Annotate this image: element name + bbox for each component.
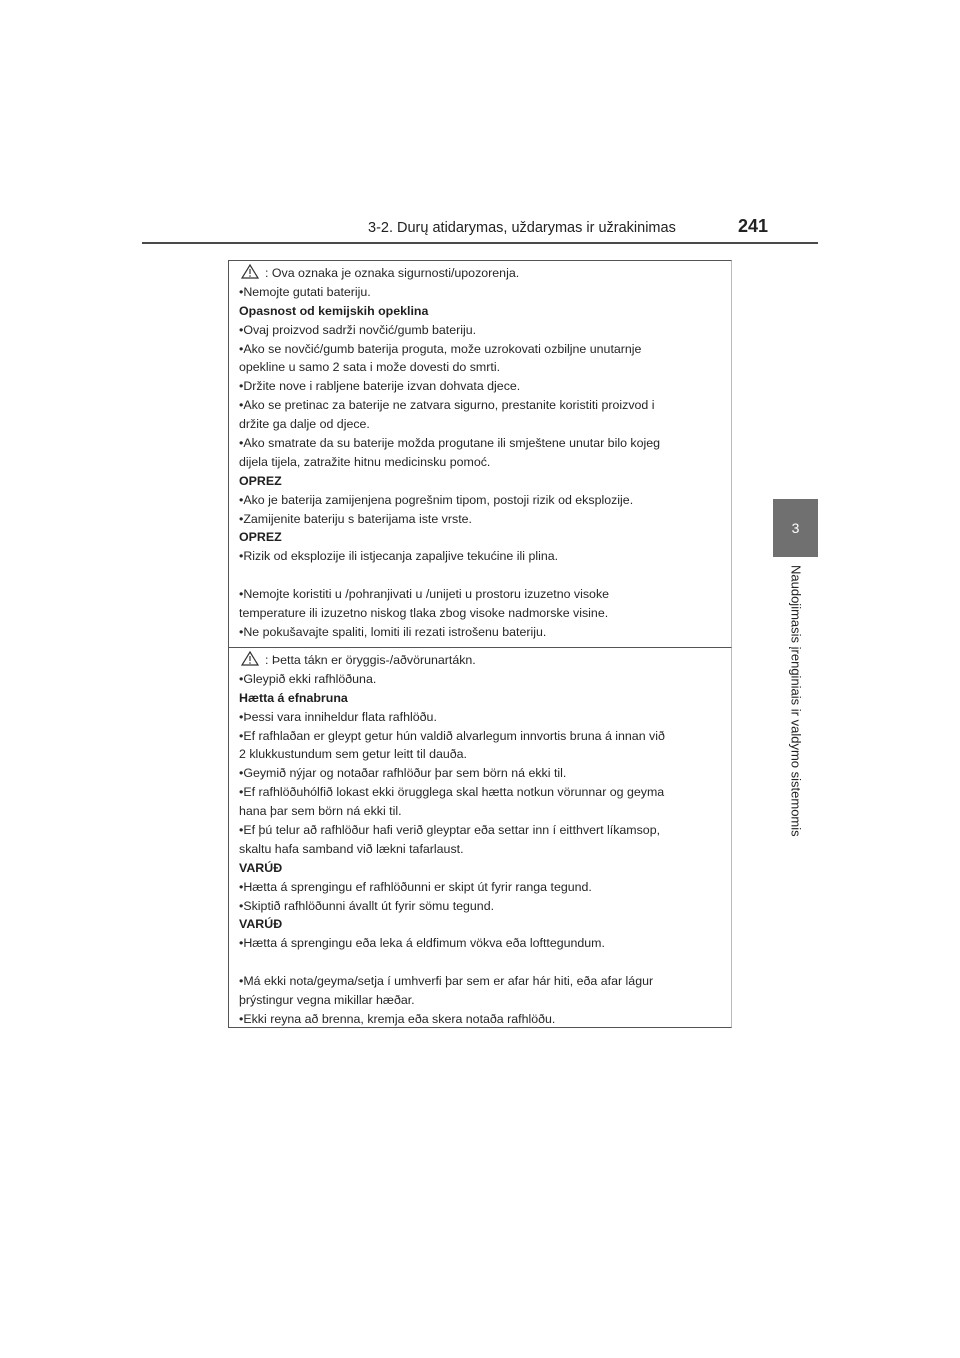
section-heading: VARÚÐ	[239, 917, 283, 932]
section-heading: OPREZ	[239, 473, 282, 488]
header-divider	[142, 242, 818, 244]
text-line: •Ako je baterija zamijenjena pogrešnim tipom, postoji rizik od eksplozije.	[239, 492, 634, 507]
section-heading: OPREZ	[239, 530, 282, 545]
text-line: •Ovaj proizvod sadrži novčić/gumb bateriju.	[239, 322, 477, 337]
panel-lines	[239, 670, 723, 1029]
warning-panel-icelandic	[228, 647, 732, 1028]
text-line: •Ef rafhlöðuhólfið lokast ekki örugglega skal hætta notkun vörunnar og geyma	[239, 785, 665, 800]
section-heading: VARÚÐ	[239, 860, 283, 875]
text-line: opekline u samo 2 sata i može dovesti do smrti.	[239, 360, 501, 375]
chapter-title: Naudojimasis įrenginiais ir valdymo sistemomis	[788, 565, 803, 837]
warning-panel-croatian	[228, 260, 732, 647]
text-line: •Ako se novčić/gumb baterija proguta, može uzrokovati ozbiljne unutarnje	[239, 341, 642, 356]
text-line: •Ako smatrate da su baterije možda progutane ili smještene unutar bilo kojeg	[239, 436, 661, 451]
text-line: •Hætta á sprengingu eða leka á eldfimum vökva eða lofttegundum.	[239, 936, 605, 951]
text-line: •Nemojte koristiti u /pohranjivati u /unijeti u prostoru izuzetno visoke	[239, 587, 610, 602]
warning-line	[239, 264, 723, 283]
text-line: •Skiptið rafhlöðunni ávallt út fyrir sömu tegund.	[239, 898, 495, 913]
warning-text: : Ova oznaka je oznaka sigurnosti/upozorenja.	[265, 266, 520, 280]
spacer	[239, 566, 723, 585]
text-line: •Ekki reyna að brenna, kremja eða skera notaða rafhlöðu.	[239, 1011, 556, 1026]
warning-triangle-icon	[241, 264, 259, 279]
text-line: •Ne pokušavajte spaliti, lomiti ili rezati istrošenu bateriju.	[239, 624, 547, 639]
spacer	[239, 953, 723, 972]
text-line: •Hætta á sprengingu ef rafhlöðunni er skipt út fyrir ranga tegund.	[239, 879, 592, 894]
text-line: skaltu hafa samband við lækni tafarlaust.	[239, 841, 464, 856]
text-line: •Gleypið ekki rafhlöðuna.	[239, 671, 377, 686]
section-heading: Opasnost od kemijskih opeklina	[239, 303, 429, 318]
text-line: •Rizik od eksplozije ili istjecanja zapaljive tekućine ili plina.	[239, 549, 559, 564]
text-line: •Ef rafhlaðan er gleypt getur hún valdið alvarlegum innvortis bruna á innan við	[239, 728, 665, 743]
text-line: •Geymið nýjar og notaðar rafhlöður þar sem börn ná ekki til.	[239, 766, 567, 781]
page-number: 241	[738, 216, 769, 236]
text-line: temperature ili izuzetno niskog tlaka zbog visoke nadmorske visine.	[239, 606, 609, 621]
section-heading: Hætta á efnabruna	[239, 690, 348, 705]
chapter-tab	[773, 499, 818, 557]
chapter-number: 3	[791, 520, 800, 536]
warning-triangle-icon	[241, 651, 259, 666]
section-title: 3-2. Durų atidarymas, uždarymas ir užrakinimas	[368, 220, 676, 236]
text-line: •Ef þú telur að rafhlöður hafi verið gleyptar eða settar inn í eitthvert líkamsop,	[239, 823, 661, 838]
text-line: •Zamijenite bateriju s baterijama iste vrste.	[239, 511, 472, 526]
text-line: þrýstingur vegna mikillar hæðar.	[239, 993, 415, 1008]
warning-text: : Þetta tákn er öryggis-/aðvörunartákn.	[265, 653, 476, 667]
text-line: •Má ekki nota/geyma/setja í umhverfi þar sem er afar hár hiti, eða afar lágur	[239, 974, 654, 989]
text-line: •Þessi vara inniheldur flata rafhlöðu.	[239, 709, 437, 724]
warning-line	[239, 651, 723, 670]
text-line: dijela tijela, zatražite hitnu medicinsku pomoć.	[239, 454, 491, 469]
text-line: hana þar sem börn ná ekki til.	[239, 804, 402, 819]
text-line: •Držite nove i rabljene baterije izvan dohvata djece.	[239, 379, 521, 394]
text-line: •Ako se pretinac za baterije ne zatvara sigurno, prestanite koristiti proizvod i	[239, 398, 655, 413]
text-line: •Nemojte gutati bateriju.	[239, 284, 371, 299]
chapter-side-label-container	[773, 565, 818, 875]
text-line: držite ga dalje od djece.	[239, 417, 370, 432]
text-line: 2 klukkustundum sem getur leitt til dauða.	[239, 747, 467, 762]
panel-lines	[239, 283, 723, 642]
